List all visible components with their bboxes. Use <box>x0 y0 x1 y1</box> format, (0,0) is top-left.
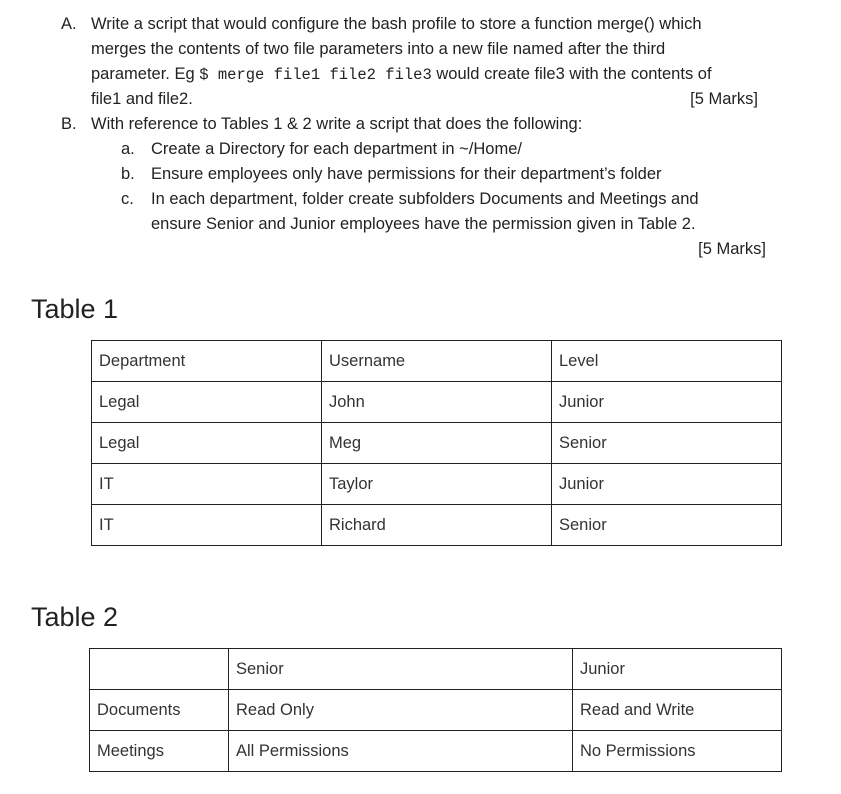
table-cell: IT <box>92 464 322 505</box>
table-1 <box>91 340 782 546</box>
table-cell: Read and Write <box>573 690 782 731</box>
question-b-marker: B. <box>61 115 77 133</box>
table-2-header-cell <box>90 649 229 690</box>
table-1-header-cell: Level <box>552 341 782 382</box>
sub-item-a-text: Create a Directory for each department in ~/Home/ <box>151 140 522 158</box>
table-cell: Senior <box>552 423 782 464</box>
table-2-header-row <box>90 649 782 690</box>
table-row <box>90 731 782 772</box>
table-2 <box>89 648 782 772</box>
sub-item-b-text: Ensure employees only have permissions for their department’s folder <box>151 165 662 183</box>
table-cell: All Permissions <box>229 731 573 772</box>
table-1-header-row <box>92 341 782 382</box>
table-row <box>92 423 782 464</box>
sub-item-c-text-2: ensure Senior and Junior employees have the permission given in Table 2. <box>151 215 696 233</box>
sub-item-b-marker: b. <box>121 165 135 183</box>
table-cell: No Permissions <box>573 731 782 772</box>
table-row <box>90 690 782 731</box>
question-a-line-2: merges the contents of two file parameters into a new file named after the third <box>91 40 666 58</box>
table-cell: Meetings <box>90 731 229 772</box>
table-cell: IT <box>92 505 322 546</box>
question-a-line-3 <box>91 62 712 87</box>
table-cell: Taylor <box>322 464 552 505</box>
table-cell: Legal <box>92 423 322 464</box>
table-cell: Meg <box>322 423 552 464</box>
table-row <box>92 464 782 505</box>
table-cell: Junior <box>552 382 782 423</box>
table-row <box>92 382 782 423</box>
question-a-line-4: file1 and file2. <box>91 90 193 108</box>
table-1-header-cell: Username <box>322 341 552 382</box>
question-a-marks: [5 Marks] <box>690 90 758 108</box>
table-cell: Documents <box>90 690 229 731</box>
table-row <box>92 505 782 546</box>
question-a-line-1: Write a script that would configure the bash profile to store a function merge() which <box>91 15 702 33</box>
table-cell: Senior <box>552 505 782 546</box>
table-1-header-cell: Department <box>92 341 322 382</box>
question-a-marker: A. <box>61 15 77 33</box>
table-2-header-cell: Junior <box>573 649 782 690</box>
table-cell: Junior <box>552 464 782 505</box>
sub-item-a-marker: a. <box>121 140 135 158</box>
question-a-line-3-post: would create file3 with the contents of <box>436 65 712 83</box>
question-b-intro: With reference to Tables 1 & 2 write a script that does the following: <box>91 115 583 133</box>
table-1-title: Table 1 <box>31 294 119 324</box>
sub-item-c-marker: c. <box>121 190 134 208</box>
table-2-header-cell: Senior <box>229 649 573 690</box>
table-cell: Legal <box>92 382 322 423</box>
question-b-marks: [5 Marks] <box>698 240 766 258</box>
table-cell: John <box>322 382 552 423</box>
table-cell: Richard <box>322 505 552 546</box>
table-cell: Read Only <box>229 690 573 731</box>
sub-item-c-text-1: In each department, folder create subfolders Documents and Meetings and <box>151 190 699 208</box>
table-2-title: Table 2 <box>31 602 119 632</box>
merge-command-code: $ merge file1 file2 file3 <box>199 66 432 84</box>
question-a-line-3-pre: parameter. Eg <box>91 65 195 83</box>
